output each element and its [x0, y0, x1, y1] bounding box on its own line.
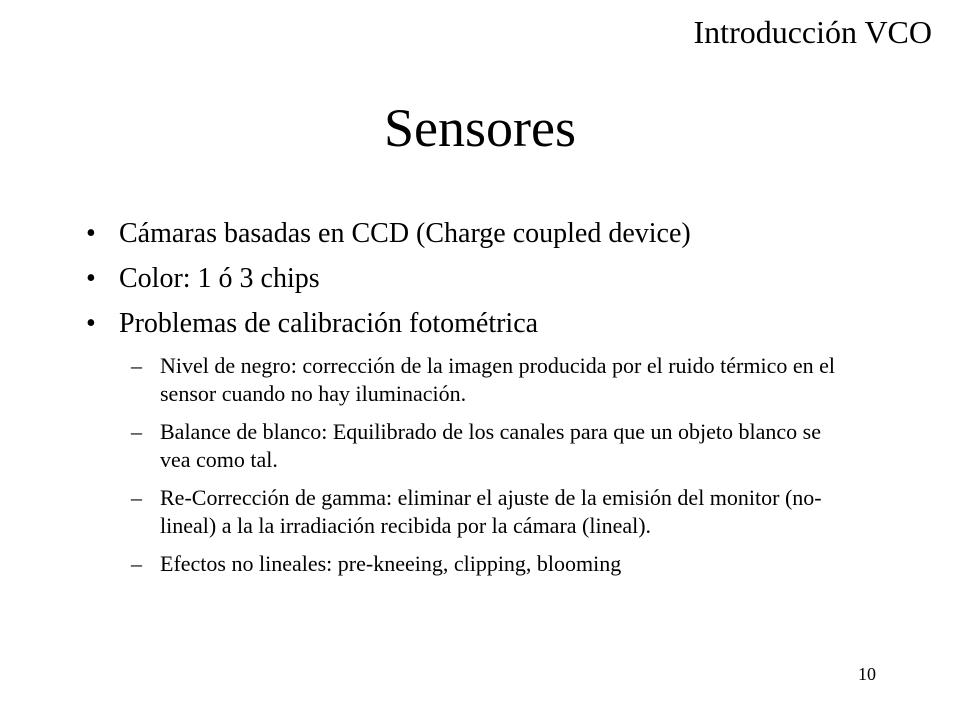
sub-bullet-text: Nivel de negro: corrección de la imagen producida por el ruido térmico en el sensor cuando no hay iluminación. [160, 353, 836, 406]
section-header: Introducción VCO [693, 14, 932, 50]
bullet-list [0, 214, 960, 588]
bullet-marker: • [86, 308, 96, 339]
bullet-text: Problemas de calibración fotométrica [119, 308, 539, 339]
bullet-marker: • [86, 263, 96, 294]
sub-bullet-marker: – [131, 485, 142, 510]
bullet-item [0, 304, 960, 349]
bullet-item [0, 214, 960, 259]
sub-bullet-text: Efectos no lineales: pre-kneeing, clipping, blooming [160, 551, 622, 576]
sub-bullet-list [0, 352, 960, 578]
sub-bullet-item [0, 550, 850, 578]
bullet-text: Color: 1 ó 3 chips [119, 263, 320, 294]
page-number: 10 [858, 664, 876, 684]
sub-bullet-item [0, 352, 850, 408]
sub-bullet-marker: – [131, 551, 142, 576]
sub-bullet-marker: – [131, 353, 142, 378]
bullet-marker: • [86, 218, 96, 249]
bullet-item [0, 259, 960, 304]
sub-bullet-group [0, 352, 960, 578]
sub-bullet-marker: – [131, 419, 142, 444]
sub-bullet-item [0, 484, 850, 540]
bullet-text: Cámaras basadas en CCD (Charge coupled device) [119, 218, 691, 249]
slide-title: Sensores [384, 98, 576, 158]
sub-bullet-text: Balance de blanco: Equilibrado de los canales para que un objeto blanco se vea como tal. [160, 419, 821, 472]
sub-bullet-text: Re-Corrección de gamma: eliminar el ajuste de la emisión del monitor (no-lineal) a la la irradiación recibida por la cámara (lineal). [160, 485, 822, 538]
sub-bullet-item [0, 418, 850, 474]
